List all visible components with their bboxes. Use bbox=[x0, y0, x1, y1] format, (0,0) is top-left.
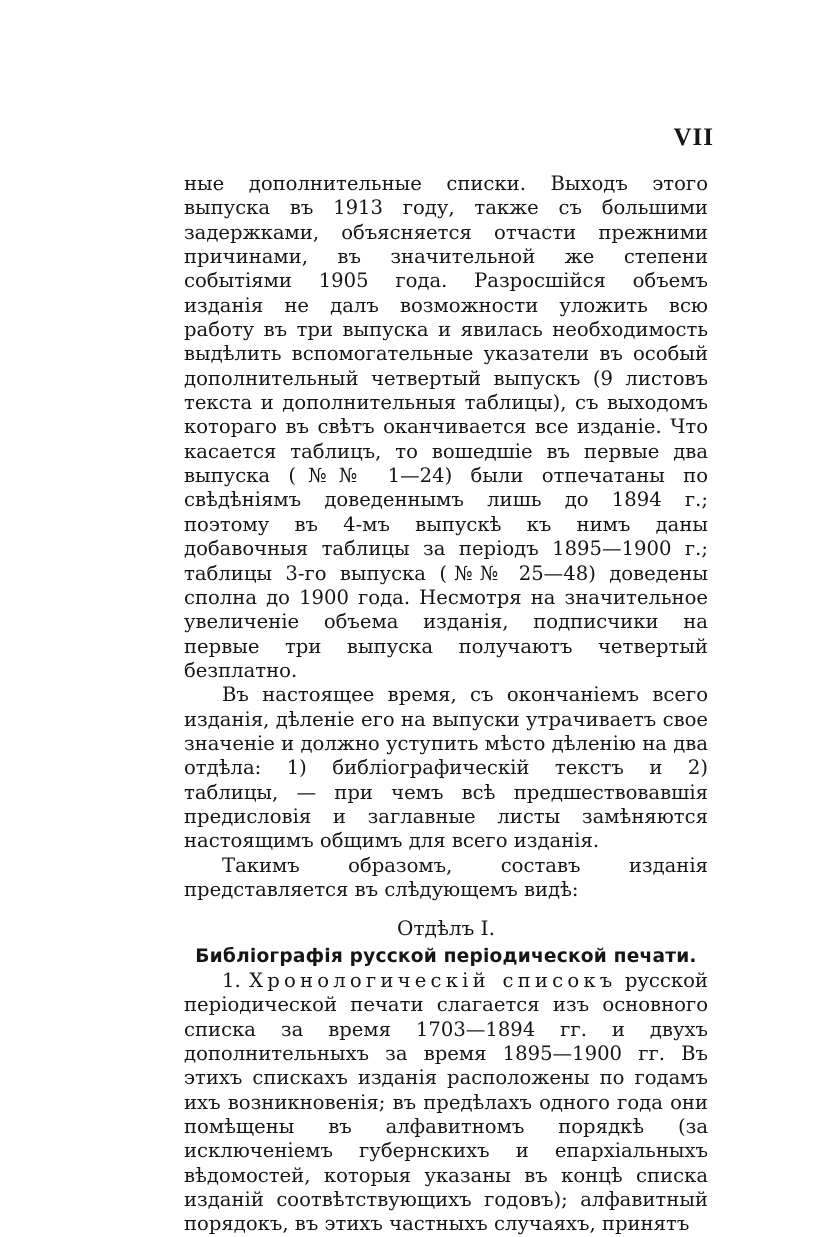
section-heading: Отдѣлъ I. bbox=[397, 916, 495, 941]
paragraph-chronological-list bbox=[184, 969, 708, 1237]
section-spacer bbox=[184, 902, 708, 916]
item-number: 1. bbox=[222, 969, 241, 992]
item-text: русской періодической печати слагается изъ основного списка за время 1703—1894 гг. и двухъ дополнительныхъ за время 1895—1900 гг. Въ этихъ спискахъ изданія расположены по годамъ ихъ возникновенія; въ предѣлахъ одного года они помѣщены въ алфавитномъ порядкѣ (за исключеніемъ губернскихъ и епархіальныхъ вѣдомостей, которыя указаны въ концѣ списка изданій соотвѣтствующихъ годовъ); алфавитный порядокъ, въ этихъ частныхъ случаяхъ, принятъ bbox=[184, 969, 708, 1236]
section-title: Библіографія русской періодической печати. bbox=[195, 945, 697, 967]
paragraph-present-time: Въ настоящее время, съ окончаніемъ всего изданія, дѣленіе его на выпуски утрачиваетъ свое значеніе и должно уступить мѣсто дѣленію на два отдѣла: 1) библіографическій текстъ и 2) таблицы, — при чемъ всѣ предшествовавшія предисловія и заглавные листы замѣняются настоящимъ общимъ для всего изданія. bbox=[184, 683, 708, 853]
item-spaced-title: Хронологическій списокъ bbox=[249, 969, 617, 992]
body-text bbox=[184, 172, 708, 1237]
paragraph-composition: Такимъ образомъ, составъ изданія представляется въ слѣдующемъ видѣ: bbox=[184, 853, 708, 901]
page-number: VII bbox=[673, 124, 714, 151]
paragraph-continued: ные дополнительные списки. Выходъ этого выпуска въ 1913 году, также съ большими задержками, объясняется отчасти прежними причинами, въ значительной же степени событіями 1905 года. Разросшійся объемъ изданія не далъ возможности уложить всю работу въ три выпуска и явилась необходимость выдѣлить вспомогательные указатели въ особый дополнительный четвертый выпускъ (9 листовъ текста и дополнительныя таблицы), съ выходомъ котораго въ свѣтъ оканчивается все изданіе. Что касается таблицъ, то вошедшіе въ первые два выпуска (№№ 1—24) были отпечатаны по свѣдѣніямъ доведеннымъ лишь до 1894 г.; поэтому въ 4-мъ выпускѣ къ нимъ даны добавочныя таблицы за періодъ 1895—1900 г.; таблицы 3-го выпуска (№№ 25—48) доведены сполна до 1900 года. Несмотря на значительное увеличеніе объема изданія, подписчики на первые три выпуска получаютъ четвертый безплатно. bbox=[184, 172, 708, 682]
